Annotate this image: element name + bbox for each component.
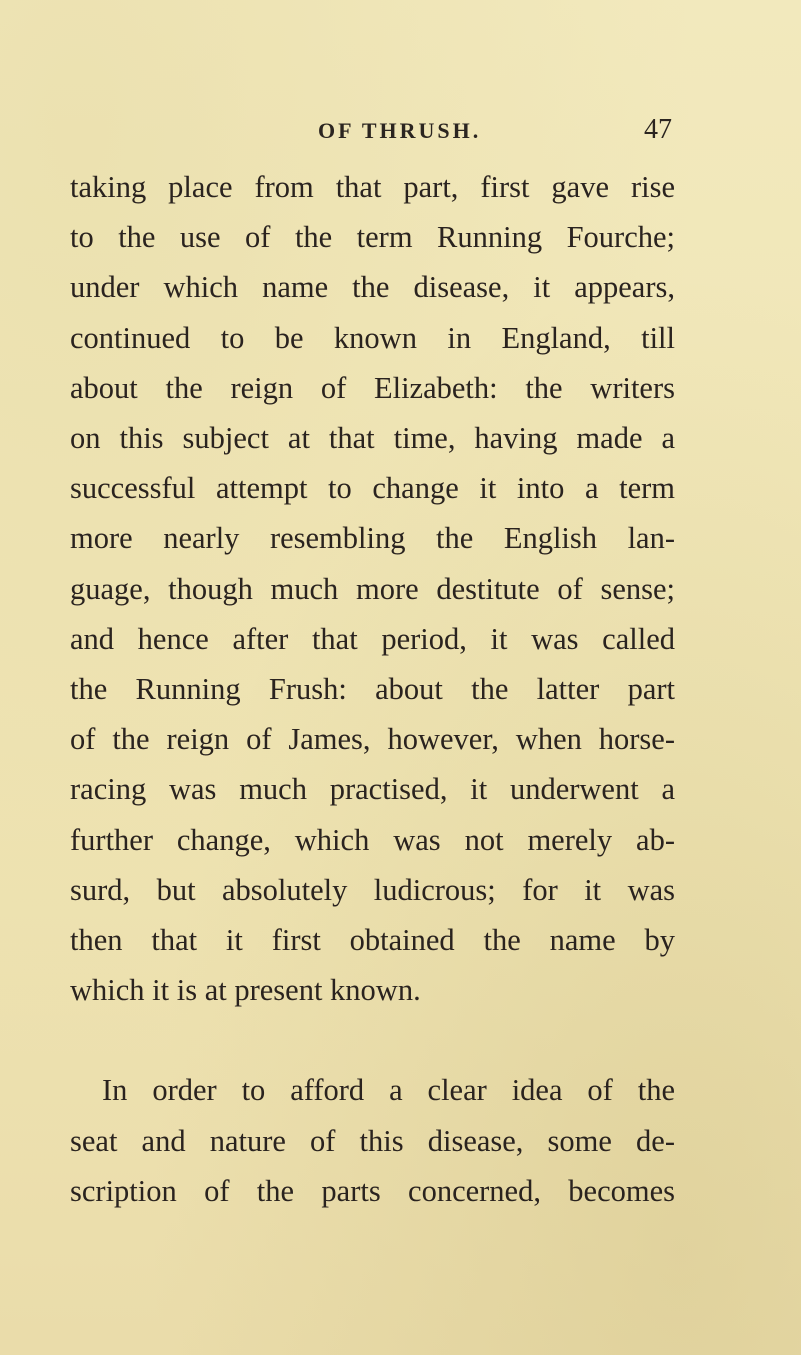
text-line: to the use of the term Running Fourche; xyxy=(70,220,675,255)
text-line: surd, but absolutely ludicrous; for it was xyxy=(70,872,675,907)
text-line: about the reign of Elizabeth: the writers xyxy=(70,370,675,405)
paragraph-1 xyxy=(70,162,675,1015)
paragraph-gap xyxy=(70,1015,675,1065)
text-line: which it is at present known. xyxy=(70,973,421,1008)
text-line: under which name the disease, it appears, xyxy=(70,270,675,305)
text-line: on this subject at that time, having made a xyxy=(70,421,675,456)
text-line: seat and nature of this disease, some de- xyxy=(70,1123,675,1158)
text-line: guage, though much more destitute of sense; xyxy=(70,571,675,606)
paragraph-2 xyxy=(70,1065,675,1216)
text-line: the Running Frush: about the latter part xyxy=(70,672,675,707)
body-text xyxy=(70,162,675,1216)
text-line: racing was much practised, it underwent a xyxy=(70,772,675,807)
text-line: continued to be known in England, till xyxy=(70,320,675,355)
page-header xyxy=(0,114,801,158)
text-line: scription of the parts concerned, becomes xyxy=(70,1173,675,1208)
text-line: and hence after that period, it was called xyxy=(70,621,675,656)
text-line: more nearly resembling the English lan- xyxy=(70,521,675,556)
running-title: OF THRUSH. xyxy=(318,118,482,143)
text-line: successful attempt to change it into a term xyxy=(70,471,675,506)
text-line: further change, which was not merely ab- xyxy=(70,822,675,857)
page-number: 47 xyxy=(644,114,672,145)
text-line: In order to afford a clear idea of the xyxy=(102,1073,675,1108)
text-line: then that it first obtained the name by xyxy=(70,923,675,958)
text-line: of the reign of James, however, when horse- xyxy=(70,722,675,757)
text-line: taking place from that part, first gave rise xyxy=(70,170,675,204)
